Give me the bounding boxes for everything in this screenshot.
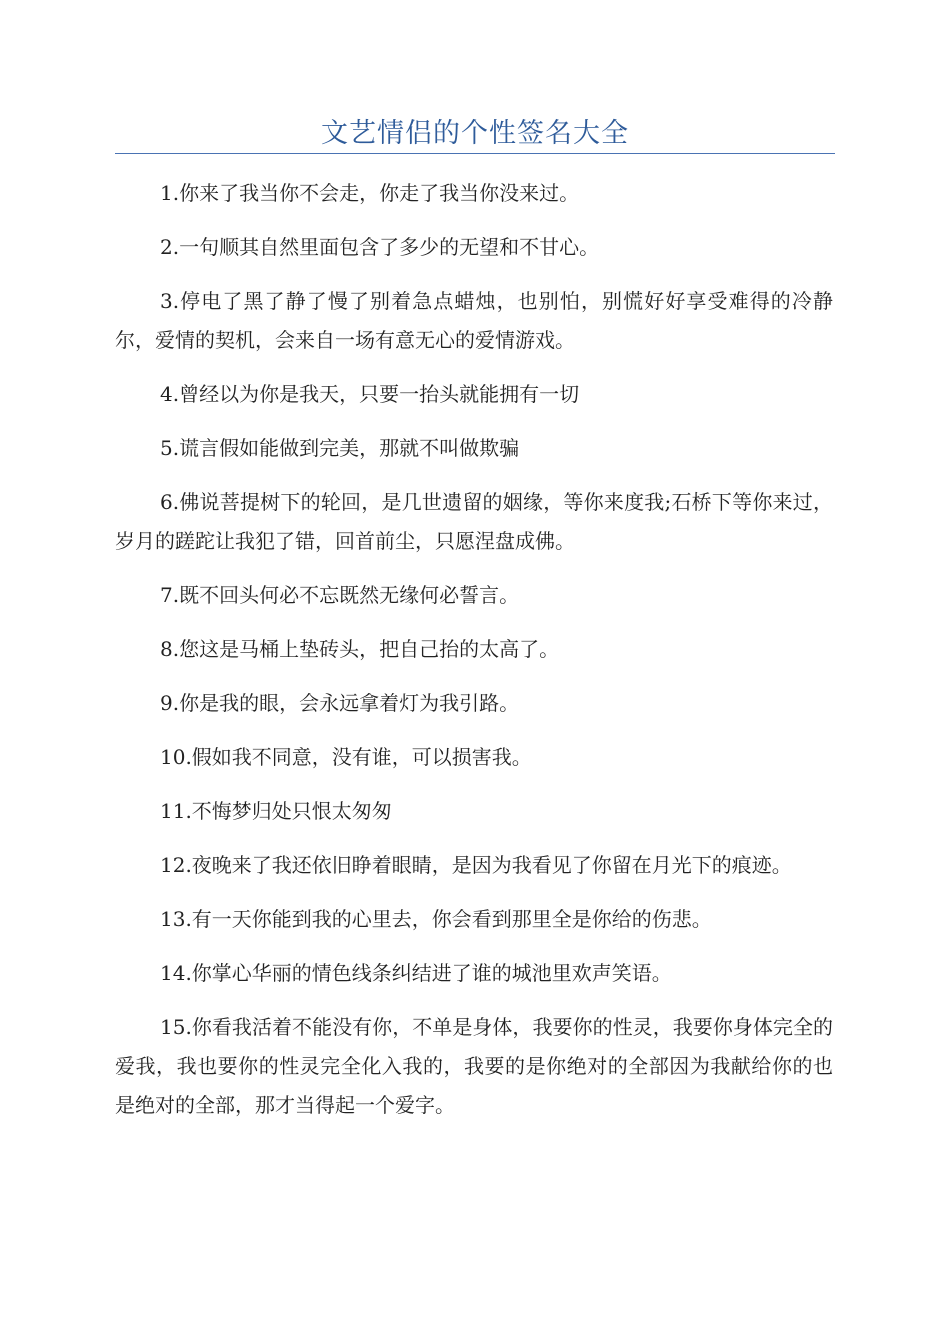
paragraph-13: 13.有一天你能到我的心里去，你会看到那里全是你给的伤悲。 <box>160 907 712 931</box>
document-body <box>115 174 833 1140</box>
paragraph-11: 11.不悔梦归处只恨太匆匆 <box>160 799 392 823</box>
paragraph-1: 1.你来了我当你不会走，你走了我当你没来过。 <box>160 181 580 205</box>
paragraph-7: 7.既不回头何必不忘既然无缘何必誓言。 <box>160 583 520 607</box>
document-title: 文艺情侣的个性签名大全 <box>321 118 629 149</box>
paragraph-15: 15.你看我活着不能没有你，不单是身体，我要你的性灵，我要你身体完全的爱我，我也要你的性灵完全化入我的，我要的是你绝对的全部因为我献给你的也是绝对的全部，那才当得起一个爱字。 <box>115 1015 833 1117</box>
paragraph-6: 6.佛说菩提树下的轮回，是几世遗留的姻缘，等你来度我;石桥下等你来过，岁月的蹉跎让我犯了错，回首前尘，只愿涅盘成佛。 <box>115 490 833 553</box>
paragraph-8: 8.您这是马桶上垫砖头，把自己抬的太高了。 <box>160 637 560 661</box>
paragraph-14: 14.你掌心华丽的情色线条纠结进了谁的城池里欢声笑语。 <box>160 961 672 985</box>
paragraph-9: 9.你是我的眼，会永远拿着灯为我引路。 <box>160 691 520 715</box>
title-underline <box>115 153 835 154</box>
paragraph-12: 12.夜晚来了我还依旧睁着眼睛，是因为我看见了你留在月光下的痕迹。 <box>160 853 792 877</box>
paragraph-4: 4.曾经以为你是我天，只要一抬头就能拥有一切 <box>160 382 580 406</box>
paragraph-5: 5.谎言假如能做到完美，那就不叫做欺骗 <box>160 436 520 460</box>
paragraph-2: 2.一句顺其自然里面包含了多少的无望和不甘心。 <box>160 235 600 259</box>
paragraph-3: 3.停电了黑了静了慢了别着急点蜡烛，也别怕，别慌好好享受难得的冷静尔，爱情的契机，会来自一场有意无心的爱情游戏。 <box>115 289 833 352</box>
paragraph-10: 10.假如我不同意，没有谁，可以损害我。 <box>160 745 532 769</box>
